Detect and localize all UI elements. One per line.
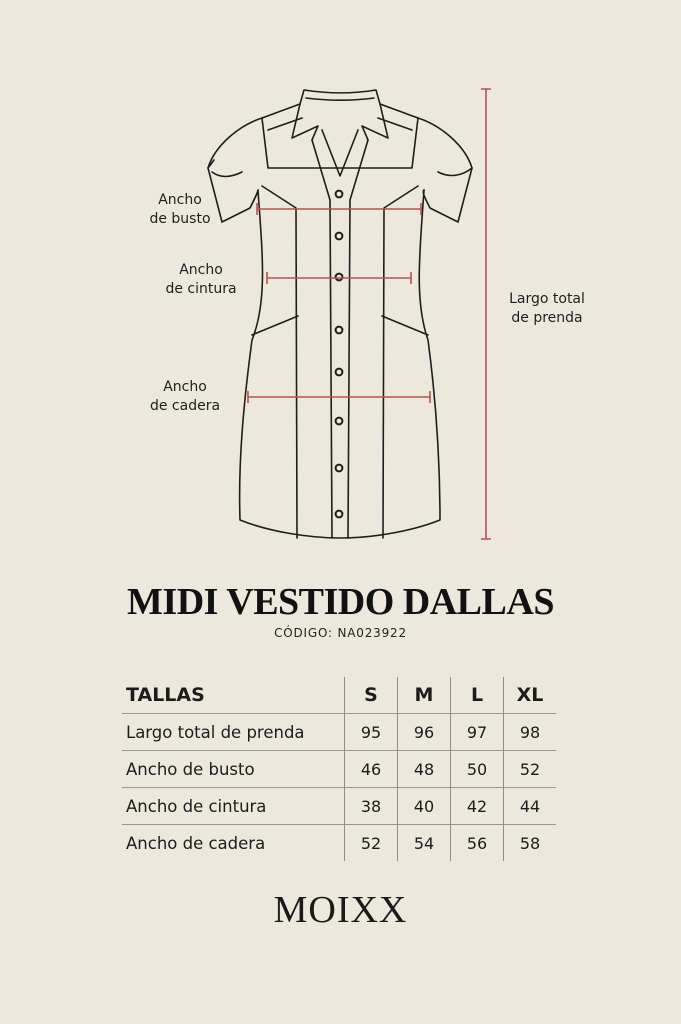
measure-lines: [248, 89, 491, 539]
header-size-m: M: [398, 677, 451, 714]
waist-label: [158, 261, 244, 299]
cell-value: 97: [451, 714, 504, 751]
length-label: [500, 290, 594, 328]
header-size-l: L: [451, 677, 504, 714]
cell-value: 38: [345, 788, 398, 825]
cell-value: 48: [398, 751, 451, 788]
cell-value: 52: [345, 825, 398, 862]
product-code: CÓDIGO: NA023922: [274, 626, 407, 640]
cell-value: 46: [345, 751, 398, 788]
cell-value: 54: [398, 825, 451, 862]
table-row: [122, 825, 556, 862]
product-title: MIDI VESTIDO DALLAS: [127, 581, 554, 623]
table-row: [122, 788, 556, 825]
cell-value: 40: [398, 788, 451, 825]
size-table: [122, 677, 556, 861]
cell-value: 58: [504, 825, 557, 862]
hip-label-line1: Ancho: [163, 379, 207, 395]
cell-value: 50: [451, 751, 504, 788]
waist-label-line1: Ancho: [179, 262, 223, 278]
row-label: Ancho de cintura: [122, 788, 345, 825]
brand-logo: MOIXX: [273, 889, 408, 931]
row-label: Ancho de busto: [122, 751, 345, 788]
table-row: [122, 751, 556, 788]
length-label-line2: de prenda: [511, 310, 583, 326]
cell-value: 95: [345, 714, 398, 751]
row-label: Ancho de cadera: [122, 825, 345, 862]
table-row: [122, 714, 556, 751]
cell-value: 98: [504, 714, 557, 751]
cell-value: 44: [504, 788, 557, 825]
bust-label-line2: de busto: [149, 211, 211, 227]
length-label-line1: Largo total: [509, 291, 585, 307]
cell-value: 52: [504, 751, 557, 788]
bust-label-line1: Ancho: [158, 192, 202, 208]
cell-value: 96: [398, 714, 451, 751]
hip-label: [142, 378, 228, 416]
hip-label-line2: de cadera: [149, 398, 221, 414]
cell-value: 56: [451, 825, 504, 862]
waist-label-line2: de cintura: [165, 281, 237, 297]
header-tallas: TALLAS: [126, 684, 205, 706]
bust-label: [140, 191, 220, 229]
cell-value: 42: [451, 788, 504, 825]
row-label: Largo total de prenda: [122, 714, 345, 751]
header-size-xl: XL: [504, 677, 557, 714]
size-table-header: [122, 677, 556, 714]
header-size-s: S: [345, 677, 398, 714]
